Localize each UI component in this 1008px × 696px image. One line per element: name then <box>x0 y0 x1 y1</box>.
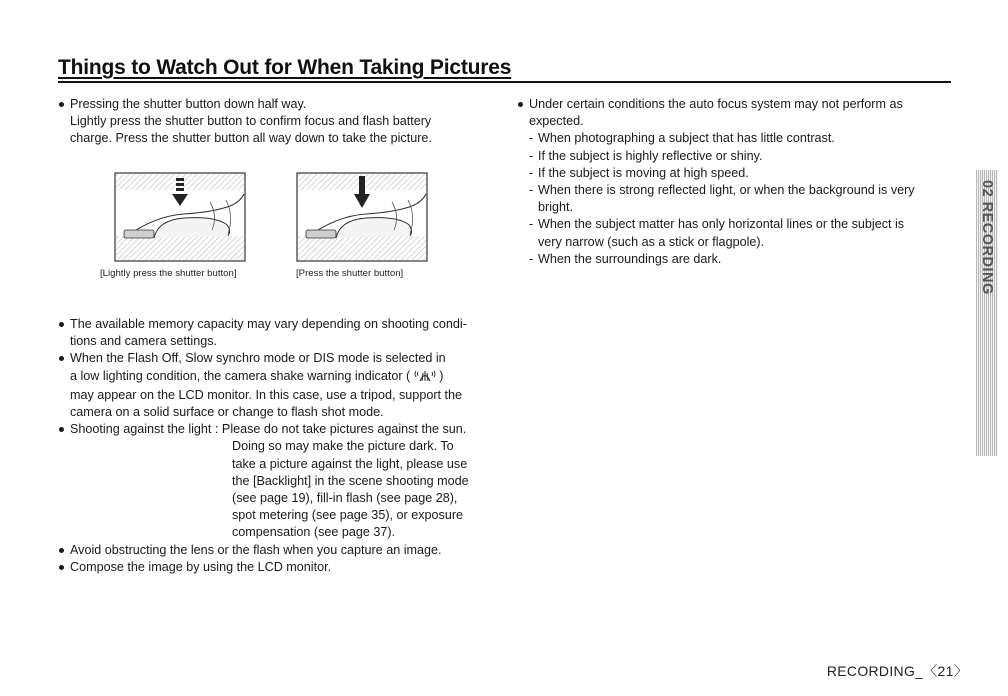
figure-caption: [Lightly press the shutter button] <box>100 268 237 279</box>
shutter-bullet: Pressing the shutter button down half way. <box>58 96 488 113</box>
shutter-line: charge. Press the shutter button all way down to take the picture. <box>70 131 432 146</box>
shutter-figures <box>100 172 440 282</box>
title-rule <box>58 81 951 83</box>
backlight-note-line: compensation (see page 37). <box>232 525 396 540</box>
autofocus-section <box>517 96 957 268</box>
backlight-note: Shooting against the light : Please do not take pictures against the sun. <box>58 421 508 438</box>
autofocus-condition: - If the subject is highly reflective or shiny. <box>529 148 763 163</box>
backlight-note-line: Doing so may make the picture dark. To <box>232 439 454 454</box>
shutter-line: Lightly press the shutter button to confirm focus and flash battery <box>70 114 432 129</box>
memory-note-line: tions and camera settings. <box>70 334 218 349</box>
page-footer: RECORDING_〈21〉 <box>826 663 968 679</box>
flash-note-text: a low lighting condition, the camera shake warning indicator ( <box>70 368 411 383</box>
condition-text: When the surroundings are dark. <box>538 251 722 266</box>
backlight-note-line: the [Backlight] in the scene shooting mode <box>232 473 469 488</box>
full-press-illustration <box>296 172 428 262</box>
autofocus-bullet: Under certain conditions the auto focus system may not perform as <box>517 96 957 113</box>
half-press-figure <box>100 172 246 279</box>
autofocus-condition-continued: bright. <box>538 200 574 215</box>
half-press-illustration <box>114 172 246 262</box>
backlight-note-line: (see page 19), fill-in flash (see page 28), <box>232 491 458 506</box>
flash-note-line: may appear on the LCD monitor. In this case, use a tripod, support the <box>70 387 463 402</box>
chapter-label: 02 RECORDING <box>979 180 995 295</box>
figure-caption: [Press the shutter button] <box>296 268 404 279</box>
autofocus-condition: - When the surroundings are dark. <box>529 251 722 266</box>
lens-note: Avoid obstructing the lens or the flash when you capture an image. <box>58 542 508 559</box>
condition-text: When photographing a subject that has little contrast. <box>538 131 835 146</box>
autofocus-line: expected. <box>529 114 584 129</box>
flash-note-paren: ) <box>439 368 444 383</box>
flash-note-line <box>58 368 508 387</box>
condition-text: If the subject is moving at high speed. <box>538 165 749 180</box>
autofocus-condition: - When there is strong reflected light, or when the background is very <box>529 183 915 198</box>
autofocus-condition: - When the subject matter has only horizontal lines or the subject is <box>529 217 905 232</box>
backlight-note-line: spot metering (see page 35), or exposure <box>232 508 464 523</box>
chapter-side-tab <box>976 170 998 456</box>
camera-shake-icon <box>414 368 436 387</box>
notes-section <box>58 316 508 576</box>
autofocus-condition-continued: very narrow (such as a stick or flagpole). <box>538 234 765 249</box>
backlight-note-line: take a picture against the light, please use <box>232 456 468 471</box>
flash-note-line: camera on a solid surface or change to flash shot mode. <box>70 405 384 420</box>
flash-note: When the Flash Off, Slow synchro mode or DIS mode is selected in <box>58 350 508 367</box>
full-press-figure <box>296 172 428 279</box>
autofocus-condition: - When photographing a subject that has little contrast. <box>529 131 835 146</box>
memory-note: The available memory capacity may vary depending on shooting condi- <box>58 316 508 333</box>
condition-text: When there is strong reflected light, or when the background is very <box>538 183 915 198</box>
autofocus-condition: - If the subject is moving at high speed. <box>529 165 749 180</box>
condition-text: If the subject is highly reflective or shiny. <box>538 148 763 163</box>
page-title: Things to Watch Out for When Taking Pictures <box>58 56 512 79</box>
condition-text: When the subject matter has only horizontal lines or the subject is <box>538 217 905 232</box>
lcd-note: Compose the image by using the LCD monitor. <box>58 559 508 576</box>
shutter-section <box>58 96 488 148</box>
